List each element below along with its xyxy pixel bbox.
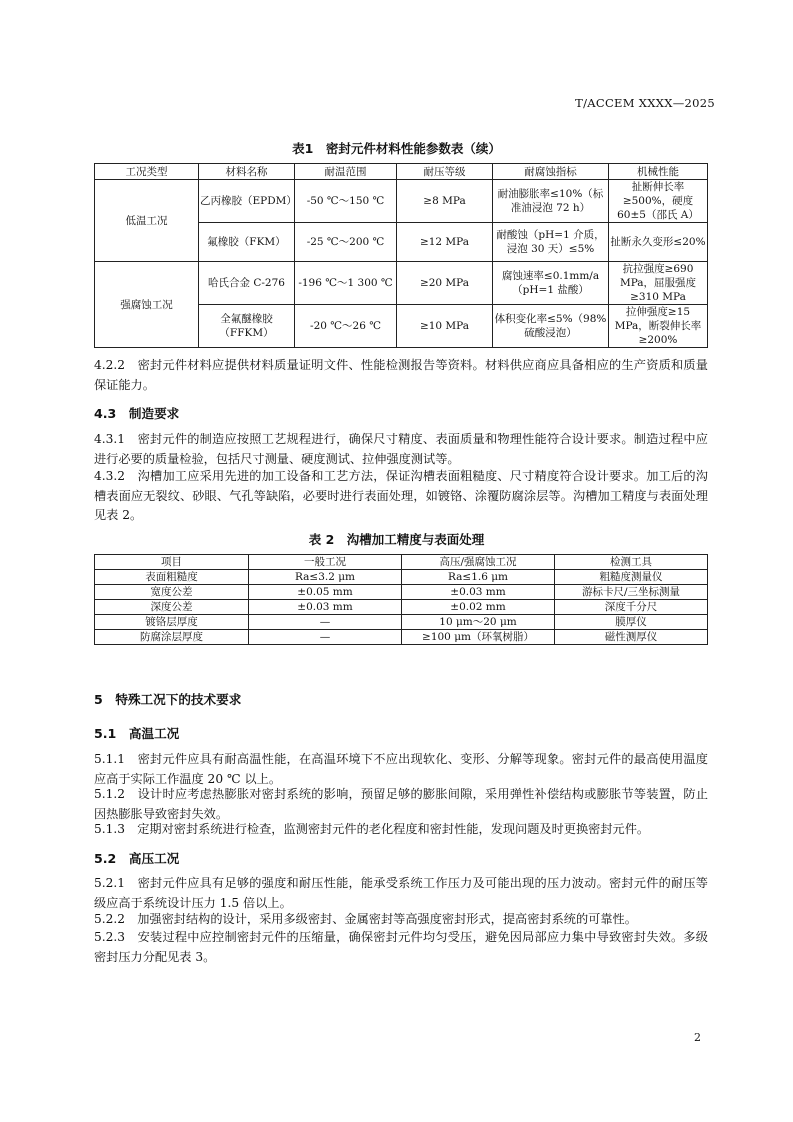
table-cell: -50 ℃～150 ℃ — [295, 180, 397, 223]
table-cell: ≥10 MPa — [397, 305, 493, 348]
table-row — [95, 600, 708, 615]
table-cell: ±0.03 mm — [249, 600, 402, 615]
table-cell: 抗拉强度≥690 MPa，屈服强度≥310 MPa — [609, 262, 708, 305]
clause-5-1-1: 5.1.1 密封元件应具有耐高温性能，在高温环境下不应出现软化、变形、分解等现象。密封元件的最高使用温度应高于实际工作温度 20 ℃ 以上。 — [94, 752, 708, 786]
condition-cell: 低温工况 — [95, 180, 199, 262]
table-cell: 膜厚仪 — [555, 615, 708, 630]
clause-5-1-2: 5.1.2 设计时应考虑热膨胀对密封系统的影响，预留足够的膨胀间隙，采用弹性补偿结构或膨胀节等装置，防止因热膨胀导致密封失效。 — [94, 787, 708, 821]
column-header: 机械性能 — [609, 164, 708, 180]
column-header: 高压/强腐蚀工况 — [402, 555, 555, 570]
standard-code: T/ACCEM XXXX—2025 — [575, 96, 715, 110]
table-row — [95, 262, 708, 305]
table-cell: 拉伸强度≥15 MPa，断裂伸长率≥200% — [609, 305, 708, 348]
condition-cell: 强腐蚀工况 — [95, 262, 199, 348]
table-cell: 防腐涂层厚度 — [95, 630, 249, 645]
table-cell: Ra≤1.6 μm — [402, 570, 555, 585]
table-row — [95, 615, 708, 630]
material-performance-table — [94, 163, 708, 348]
table-cell: 全氟醚橡胶（FFKM） — [199, 305, 295, 348]
table-cell: 磁性测厚仪 — [555, 630, 708, 645]
table1-caption: 表1 密封元件材料性能参数表（续） — [292, 141, 501, 156]
table-cell: 乙丙橡胶（EPDM） — [199, 180, 295, 223]
table-cell: -25 ℃～200 ℃ — [295, 223, 397, 262]
column-header: 材料名称 — [199, 164, 295, 180]
table-cell: 扯断永久变形≤20% — [609, 223, 708, 262]
table-cell: 游标卡尺/三坐标测量 — [555, 585, 708, 600]
clause-4-2-2: 4.2.2 密封元件材料应提供材料质量证明文件、性能检测报告等资料。材料供应商应具备相应的生产资质和质量保证能力。 — [94, 358, 708, 392]
table-cell: 氟橡胶（FKM） — [199, 223, 295, 262]
column-header: 耐腐蚀指标 — [493, 164, 609, 180]
column-header: 一般工况 — [249, 555, 402, 570]
table-row — [95, 585, 708, 600]
table-cell: ±0.05 mm — [249, 585, 402, 600]
table-cell: -196 ℃～1 300 ℃ — [295, 262, 397, 305]
table-cell: — — [249, 615, 402, 630]
table-header-row — [95, 555, 708, 570]
section-heading-5: 5 特殊工况下的技术要求 — [94, 692, 242, 707]
table-header-row — [95, 164, 708, 180]
table-cell: 耐油膨胀率≤10%（标准油浸泡 72 h） — [493, 180, 609, 223]
table-row — [95, 180, 708, 223]
table-cell: Ra≤3.2 μm — [249, 570, 402, 585]
table2-caption: 表 2 沟槽加工精度与表面处理 — [308, 532, 485, 547]
clause-5-2-3: 5.2.3 安装过程中应控制密封元件的压缩量，确保密封元件均匀受压，避免因局部应力集中导致密封失效。多级密封压力分配见表 3。 — [94, 930, 708, 964]
table-cell: 宽度公差 — [95, 585, 249, 600]
clause-4-3-2: 4.3.2 沟槽加工应采用先进的加工设备和工艺方法，保证沟槽表面粗糙度、尺寸精度符合设计要求。加工后的沟槽表面应无裂纹、砂眼、气孔等缺陷，必要时进行表面处理，如镀铬、涂覆防腐涂层等。沟槽加工精度与表面处理见表 2。 — [94, 469, 708, 522]
groove-machining-table — [94, 554, 708, 645]
table-cell: ≥100 μm（环氧树脂） — [402, 630, 555, 645]
table-cell: 哈氏合金 C-276 — [199, 262, 295, 305]
table-cell: 体积变化率≤5%（98%硫酸浸泡） — [493, 305, 609, 348]
table-cell: 扯断伸长率≥500%，硬度 60±5（邵氏 A） — [609, 180, 708, 223]
table-cell: 深度千分尺 — [555, 600, 708, 615]
clause-4-3-1: 4.3.1 密封元件的制造应按照工艺规程进行，确保尺寸精度、表面质量和物理性能符合设计要求。制造过程中应进行必要的质量检验，包括尺寸测量、硬度测试、拉伸强度测试等。 — [94, 432, 708, 466]
table-cell: ≥12 MPa — [397, 223, 493, 262]
column-header: 耐温范围 — [295, 164, 397, 180]
section-heading-5-2: 5.2 高压工况 — [94, 851, 180, 866]
column-header: 项目 — [95, 555, 249, 570]
section-heading-4-3: 4.3 制造要求 — [94, 406, 180, 421]
table-cell: ±0.02 mm — [402, 600, 555, 615]
table-cell: 镀铬层厚度 — [95, 615, 249, 630]
table-row — [95, 570, 708, 585]
clause-5-2-2: 5.2.2 加强密封结构的设计，采用多级密封、金属密封等高强度密封形式，提高密封系统的可靠性。 — [94, 912, 637, 926]
section-heading-5-1: 5.1 高温工况 — [94, 726, 180, 741]
page-number: 2 — [694, 1031, 701, 1044]
table-row — [95, 630, 708, 645]
table-cell: 粗糙度测量仪 — [555, 570, 708, 585]
clause-5-1-3: 5.1.3 定期对密封系统进行检查，监测密封元件的老化程度和密封性能，发现问题及时更换密封元件。 — [94, 822, 650, 836]
column-header: 工况类型 — [95, 164, 199, 180]
column-header: 检测工具 — [555, 555, 708, 570]
table-cell: -20 ℃～26 ℃ — [295, 305, 397, 348]
table-cell: — — [249, 630, 402, 645]
table-cell: 深度公差 — [95, 600, 249, 615]
table-cell: 10 μm～20 μm — [402, 615, 555, 630]
clause-5-2-1: 5.2.1 密封元件应具有足够的强度和耐压性能，能承受系统工作压力及可能出现的压力波动。密封元件的耐压等级应高于系统设计压力 1.5 倍以上。 — [94, 876, 708, 910]
table-cell: 耐酸蚀（pH=1 介质，浸泡 30 天）≤5% — [493, 223, 609, 262]
table-cell: 表面粗糙度 — [95, 570, 249, 585]
column-header: 耐压等级 — [397, 164, 493, 180]
table-cell: ±0.03 mm — [402, 585, 555, 600]
table-cell: ≥8 MPa — [397, 180, 493, 223]
table-cell: 腐蚀速率≤0.1mm/a（pH=1 盐酸） — [493, 262, 609, 305]
table-cell: ≥20 MPa — [397, 262, 493, 305]
